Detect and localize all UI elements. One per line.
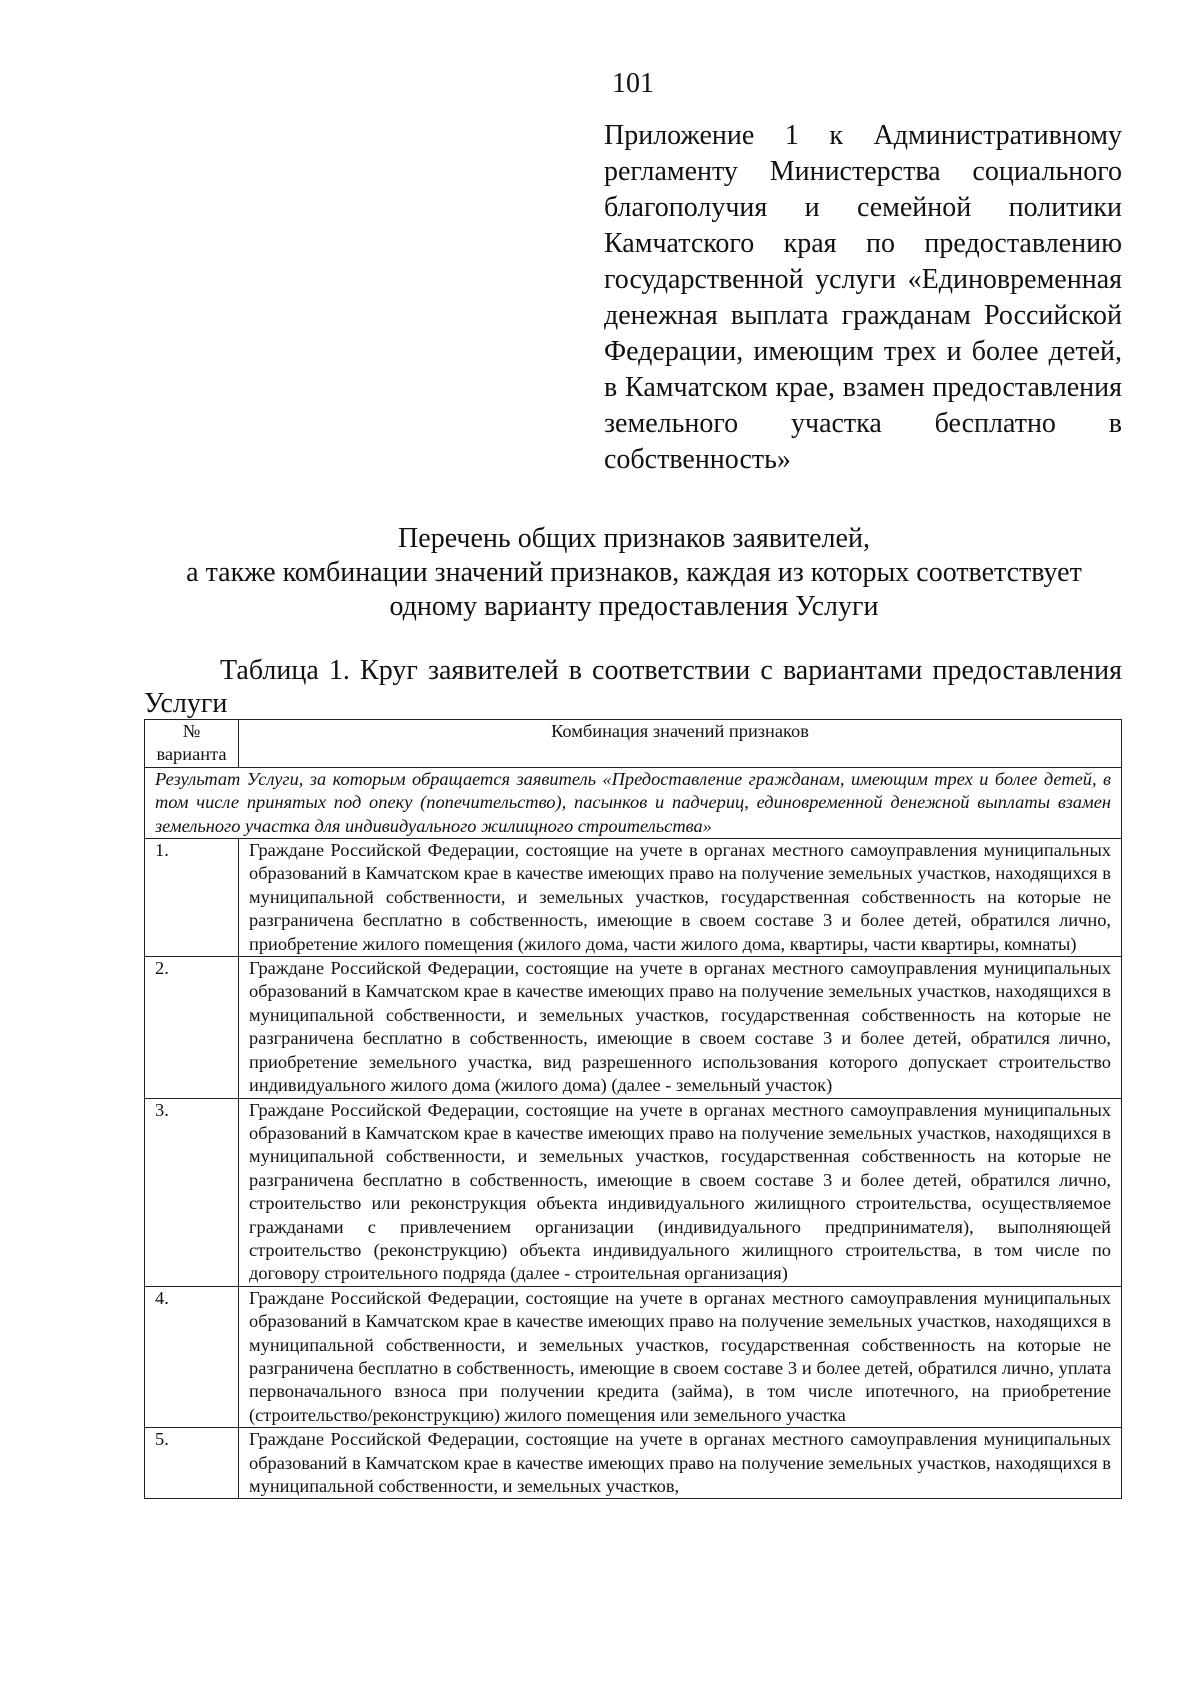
variant-number: 3.	[145, 1098, 239, 1286]
result-description: Результат Услуги, за которым обращается заявитель «Предоставление гражданам, имеющим трех и более детей, в том числе принятых под опеку (попечительство), пасынков и падчериц, единовременной денежной выплаты взамен земельного участка для индивидуального жилищного строительства»	[145, 767, 1122, 838]
header-combination: Комбинация значений признаков	[239, 720, 1122, 768]
variant-combination: Граждане Российской Федерации, состоящие на учете в органах местного самоуправления муниципальных образований в Камчатском крае в качестве имеющих право на получение земельных участков, находящихся в муниципальной собственности, и земельных участков, государственная собственность на которые не разграничена бесплатно в собственность, имеющие в своем составе 3 и более детей, обратился лично, строительство или реконструкция объекта индивидуального жилищного строительства, осуществляемое гражданами с привлечением организации (индивидуального предпринимателя), выполняющей строительство (реконструкцию) объекта индивидуального жилищного строительства, в том числе по договору строительного подряда (далее - строительная организация)	[239, 1098, 1122, 1286]
table-caption: Таблица 1. Круг заявителей в соответствии с вариантами предоставления Услуги	[144, 655, 1122, 719]
variant-number: 4.	[145, 1286, 239, 1427]
variants-table	[144, 719, 1122, 1499]
heading-line: а также комбинации значений признаков, каждая из которых соответствует	[186, 557, 1082, 588]
variant-combination: Граждане Российской Федерации, состоящие на учете в органах местного самоуправления муниципальных образований в Камчатском крае в качестве имеющих право на получение земельных участков, находящихся в муниципальной собственности, и земельных участков, государственная собственность на которые не разграничена бесплатно в собственность, имеющие в своем составе 3 и более детей, обратился лично, уплата первоначального взноса при получении кредита (займа), в том числе ипотечного, на приобретение (строительство/реконструкцию) жилого помещения или земельного участка	[239, 1286, 1122, 1427]
table-row	[145, 839, 1122, 957]
table-row	[145, 1286, 1122, 1427]
variant-number: 2.	[145, 957, 239, 1098]
document-heading	[140, 522, 1128, 624]
heading-line: одному варианту предоставления Услуги	[389, 591, 879, 622]
header-variant-number: № варианта	[145, 720, 239, 768]
variant-number: 5.	[145, 1428, 239, 1499]
variant-number: 1.	[145, 839, 239, 957]
table-header-row	[145, 720, 1122, 768]
variant-combination: Граждане Российской Федерации, состоящие на учете в органах местного самоуправления муниципальных образований в Камчатском крае в качестве имеющих право на получение земельных участков, находящихся в муниципальной собственности, и земельных участков, государственная собственность на которые не разграничена бесплатно в собственность, имеющие в своем составе 3 и более детей, обратился лично, приобретение земельного участка, вид разрешенного использования которого допускает строительство индивидуального жилого дома (жилого дома) (далее - земельный участок)	[239, 957, 1122, 1098]
variant-combination: Граждане Российской Федерации, состоящие на учете в органах местного самоуправления муниципальных образований в Камчатском крае в качестве имеющих право на получение земельных участков, находящихся в муниципальной собственности, и земельных участков,	[239, 1428, 1122, 1499]
table-row	[145, 957, 1122, 1098]
variant-combination: Граждане Российской Федерации, состоящие на учете в органах местного самоуправления муниципальных образований в Камчатском крае в качестве имеющих право на получение земельных участков, находящихся в муниципальной собственности, и земельных участков, государственная собственность на которые не разграничена бесплатно в собственность, имеющие в своем составе 3 и более детей, обратился лично, приобретение жилого помещения (жилого дома, части жилого дома, квартиры, части квартиры, комнаты)	[239, 839, 1122, 957]
appendix-note: Приложение 1 к Административному регламенту Министерства социального благополучия и семейной политики Камчатского края по предоставлению государственной услуги «Единовременная денежная выплата гражданам Российской Федерации, имеющим трех и более детей, в Камчатском крае, взамен предоставления земельного участка бесплатно в собственность»	[604, 120, 1122, 475]
table-row	[145, 1098, 1122, 1286]
heading-line: Перечень общих признаков заявителей,	[398, 523, 870, 554]
result-row	[145, 767, 1122, 838]
table-row	[145, 1428, 1122, 1499]
page-number: 101	[612, 68, 654, 99]
